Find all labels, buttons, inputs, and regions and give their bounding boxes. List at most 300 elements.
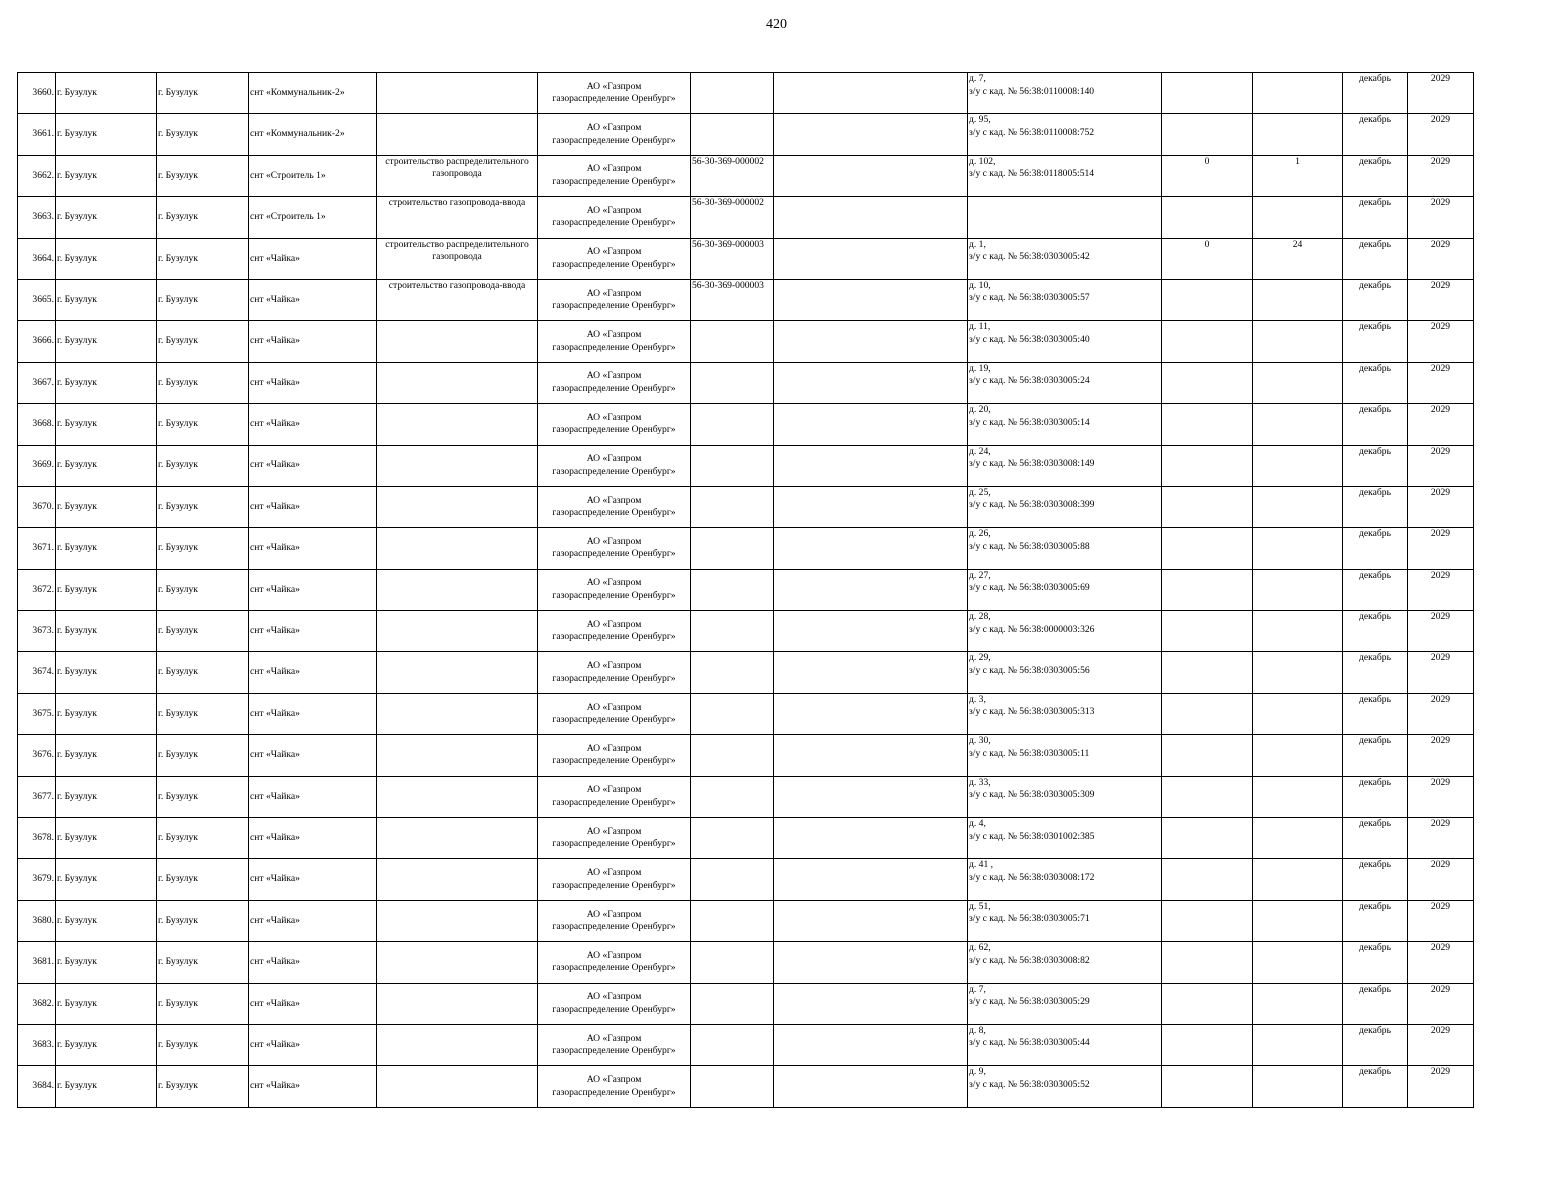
work-type-cell bbox=[377, 73, 538, 114]
value-1-cell bbox=[1162, 611, 1253, 652]
settlement-cell: снт «Чайка» bbox=[249, 652, 377, 693]
organization-line-1: АО «Газпром bbox=[586, 287, 642, 299]
network-code-cell bbox=[691, 652, 774, 693]
locality-cell: г. Бузулук bbox=[157, 321, 249, 362]
value-2-cell bbox=[1253, 279, 1343, 320]
organization-line-1: АО «Газпром bbox=[586, 1074, 642, 1086]
organization-line-2: газораспределение Оренбург» bbox=[552, 962, 676, 974]
settlement-cell: снт «Чайка» bbox=[249, 735, 377, 776]
row-number-cell: 3683. bbox=[18, 1024, 56, 1065]
month-cell: декабрь bbox=[1343, 942, 1408, 983]
value-2-cell bbox=[1253, 735, 1343, 776]
locality-cell: г. Бузулук bbox=[157, 900, 249, 941]
network-code-cell bbox=[691, 569, 774, 610]
table-row bbox=[18, 197, 1474, 238]
row-number-cell: 3660. bbox=[18, 73, 56, 114]
empty-cell bbox=[774, 735, 968, 776]
month-cell: декабрь bbox=[1343, 1024, 1408, 1065]
network-code-cell: 56-30-369-000002 bbox=[691, 197, 774, 238]
cadastral-number: з/у с кад. № 56:38:0110008:752 bbox=[969, 126, 1095, 138]
value-2-cell bbox=[1253, 776, 1343, 817]
house-number: д. 95, bbox=[969, 114, 991, 126]
work-type-cell: строительство распределительного газопровода bbox=[377, 238, 538, 279]
cadastral-number: з/у с кад. № 56:38:0118005:514 bbox=[969, 168, 1095, 180]
address-cell bbox=[968, 818, 1162, 859]
work-type-cell bbox=[377, 1024, 538, 1065]
address-cell bbox=[968, 611, 1162, 652]
value-2-cell bbox=[1253, 321, 1343, 362]
settlement-cell: снт «Коммунальник-2» bbox=[249, 114, 377, 155]
address-cell bbox=[968, 73, 1162, 114]
year-cell: 2029 bbox=[1408, 900, 1474, 941]
network-code-cell bbox=[691, 983, 774, 1024]
district-cell: г. Бузулук bbox=[56, 197, 157, 238]
row-number-cell: 3662. bbox=[18, 155, 56, 196]
network-code-cell bbox=[691, 942, 774, 983]
table-row bbox=[18, 818, 1474, 859]
year-cell: 2029 bbox=[1408, 611, 1474, 652]
value-2-cell bbox=[1253, 1024, 1343, 1065]
cadastral-number: з/у с кад. № 56:38:0303005:52 bbox=[969, 1078, 1090, 1090]
empty-cell bbox=[774, 900, 968, 941]
network-code-cell bbox=[691, 404, 774, 445]
address-cell bbox=[968, 445, 1162, 486]
cadastral-number: з/у с кад. № 56:38:0303008:172 bbox=[969, 871, 1095, 883]
address-cell bbox=[968, 1066, 1162, 1107]
value-1-cell bbox=[1162, 1024, 1253, 1065]
work-type-cell bbox=[377, 321, 538, 362]
table-row bbox=[18, 693, 1474, 734]
network-code-cell bbox=[691, 693, 774, 734]
organization-line-2: газораспределение Оренбург» bbox=[552, 548, 676, 560]
district-cell: г. Бузулук bbox=[56, 404, 157, 445]
value-2-cell bbox=[1253, 404, 1343, 445]
work-type-cell bbox=[377, 900, 538, 941]
empty-cell bbox=[774, 528, 968, 569]
locality-cell: г. Бузулук bbox=[157, 279, 249, 320]
organization-line-2: газораспределение Оренбург» bbox=[552, 382, 676, 394]
month-cell: декабрь bbox=[1343, 735, 1408, 776]
organization-cell bbox=[538, 445, 691, 486]
value-1-cell bbox=[1162, 445, 1253, 486]
value-2-cell bbox=[1253, 569, 1343, 610]
row-number-cell: 3670. bbox=[18, 486, 56, 527]
settlement-cell: снт «Коммунальник-2» bbox=[249, 73, 377, 114]
row-number-cell: 3675. bbox=[18, 693, 56, 734]
organization-line-2: газораспределение Оренбург» bbox=[552, 672, 676, 684]
month-cell: декабрь bbox=[1343, 404, 1408, 445]
organization-line-2: газораспределение Оренбург» bbox=[552, 1086, 676, 1098]
organization-line-2: газораспределение Оренбург» bbox=[552, 507, 676, 519]
locality-cell: г. Бузулук bbox=[157, 362, 249, 403]
organization-line-2: газораспределение Оренбург» bbox=[552, 465, 676, 477]
value-1-cell bbox=[1162, 362, 1253, 403]
row-number-cell: 3668. bbox=[18, 404, 56, 445]
district-cell: г. Бузулук bbox=[56, 735, 157, 776]
value-2-cell bbox=[1253, 486, 1343, 527]
organization-line-2: газораспределение Оренбург» bbox=[552, 879, 676, 891]
row-number-cell: 3681. bbox=[18, 942, 56, 983]
value-2-cell bbox=[1253, 900, 1343, 941]
value-2-cell bbox=[1253, 693, 1343, 734]
locality-cell: г. Бузулук bbox=[157, 1066, 249, 1107]
month-cell: декабрь bbox=[1343, 569, 1408, 610]
settlement-cell: снт «Чайка» bbox=[249, 942, 377, 983]
row-number-cell: 3669. bbox=[18, 445, 56, 486]
empty-cell bbox=[774, 321, 968, 362]
organization-line-1: АО «Газпром bbox=[586, 80, 642, 92]
network-code-cell bbox=[691, 445, 774, 486]
locality-cell: г. Бузулук bbox=[157, 114, 249, 155]
address-cell bbox=[968, 652, 1162, 693]
month-cell: декабрь bbox=[1343, 693, 1408, 734]
house-number: д. 33, bbox=[969, 776, 991, 788]
organization-line-1: АО «Газпром bbox=[586, 867, 642, 879]
district-cell: г. Бузулук bbox=[56, 155, 157, 196]
empty-cell bbox=[774, 404, 968, 445]
locality-cell: г. Бузулук bbox=[157, 155, 249, 196]
empty-cell bbox=[774, 279, 968, 320]
table-row bbox=[18, 155, 1474, 196]
organization-line-1: АО «Газпром bbox=[586, 204, 642, 216]
month-cell: декабрь bbox=[1343, 362, 1408, 403]
organization-cell bbox=[538, 569, 691, 610]
row-number-cell: 3679. bbox=[18, 859, 56, 900]
organization-line-2: газораспределение Оренбург» bbox=[552, 796, 676, 808]
value-2-cell: 1 bbox=[1253, 155, 1343, 196]
settlement-cell: снт «Чайка» bbox=[249, 404, 377, 445]
value-1-cell bbox=[1162, 404, 1253, 445]
organization-cell bbox=[538, 983, 691, 1024]
table-row bbox=[18, 238, 1474, 279]
address-cell bbox=[968, 528, 1162, 569]
network-code-cell bbox=[691, 776, 774, 817]
row-number-cell: 3665. bbox=[18, 279, 56, 320]
address-cell bbox=[968, 983, 1162, 1024]
year-cell: 2029 bbox=[1408, 776, 1474, 817]
value-1-cell bbox=[1162, 569, 1253, 610]
house-number: д. 28, bbox=[969, 611, 991, 623]
cadastral-number: з/у с кад. № 56:38:0303005:29 bbox=[969, 996, 1090, 1008]
settlement-cell: снт «Чайка» bbox=[249, 983, 377, 1024]
value-1-cell: 0 bbox=[1162, 155, 1253, 196]
empty-cell bbox=[774, 155, 968, 196]
value-1-cell bbox=[1162, 73, 1253, 114]
work-type-cell bbox=[377, 445, 538, 486]
district-cell: г. Бузулук bbox=[56, 279, 157, 320]
address-cell bbox=[968, 900, 1162, 941]
organization-cell bbox=[538, 486, 691, 527]
year-cell: 2029 bbox=[1408, 238, 1474, 279]
organization-cell bbox=[538, 321, 691, 362]
value-1-cell bbox=[1162, 197, 1253, 238]
row-number-cell: 3661. bbox=[18, 114, 56, 155]
organization-line-1: АО «Газпром bbox=[586, 825, 642, 837]
locality-cell: г. Бузулук bbox=[157, 776, 249, 817]
district-cell: г. Бузулук bbox=[56, 238, 157, 279]
settlement-cell: снт «Строитель 1» bbox=[249, 197, 377, 238]
value-1-cell bbox=[1162, 818, 1253, 859]
value-2-cell bbox=[1253, 611, 1343, 652]
cadastral-number: з/у с кад. № 56:38:0303008:149 bbox=[969, 458, 1095, 470]
house-number: д. 62, bbox=[969, 942, 991, 954]
organization-line-2: газораспределение Оренбург» bbox=[552, 921, 676, 932]
row-number-cell: 3676. bbox=[18, 735, 56, 776]
settlement-cell: снт «Чайка» bbox=[249, 279, 377, 320]
house-number: д. 26, bbox=[969, 528, 991, 540]
house-number: д. 25, bbox=[969, 486, 991, 498]
table-row bbox=[18, 942, 1474, 983]
organization-line-1: АО «Газпром bbox=[586, 329, 642, 341]
row-number-cell: 3667. bbox=[18, 362, 56, 403]
cadastral-number: з/у с кад. № 56:38:0303005:313 bbox=[969, 706, 1095, 718]
table-row bbox=[18, 652, 1474, 693]
month-cell: декабрь bbox=[1343, 611, 1408, 652]
work-type-cell bbox=[377, 569, 538, 610]
network-code-cell bbox=[691, 114, 774, 155]
cadastral-number: з/у с кад. № 56:38:0303005:11 bbox=[969, 747, 1090, 759]
locality-cell: г. Бузулук bbox=[157, 611, 249, 652]
empty-cell bbox=[774, 362, 968, 403]
organization-line-2: газораспределение Оренбург» bbox=[552, 755, 676, 767]
settlement-cell: снт «Чайка» bbox=[249, 321, 377, 362]
cadastral-number: з/у с кад. № 56:38:0303005:14 bbox=[969, 416, 1090, 428]
organization-line-1: АО «Газпром bbox=[586, 370, 642, 382]
year-cell: 2029 bbox=[1408, 486, 1474, 527]
locality-cell: г. Бузулук bbox=[157, 693, 249, 734]
row-number-cell: 3673. bbox=[18, 611, 56, 652]
organization-line-1: АО «Газпром bbox=[586, 701, 642, 713]
district-cell: г. Бузулук bbox=[56, 652, 157, 693]
table-body bbox=[18, 73, 1474, 1108]
district-cell: г. Бузулук bbox=[56, 362, 157, 403]
table-row bbox=[18, 859, 1474, 900]
network-code-cell bbox=[691, 900, 774, 941]
row-number-cell: 3684. bbox=[18, 1066, 56, 1107]
table-row bbox=[18, 445, 1474, 486]
address-cell bbox=[968, 404, 1162, 445]
settlement-cell: снт «Чайка» bbox=[249, 900, 377, 941]
value-1-cell bbox=[1162, 114, 1253, 155]
year-cell: 2029 bbox=[1408, 197, 1474, 238]
organization-line-2: газораспределение Оренбург» bbox=[552, 424, 676, 436]
row-number-cell: 3678. bbox=[18, 818, 56, 859]
empty-cell bbox=[774, 818, 968, 859]
cadastral-number: з/у с кад. № 56:38:0110008:140 bbox=[969, 85, 1095, 97]
empty-cell bbox=[774, 73, 968, 114]
organization-line-2: газораспределение Оренбург» bbox=[552, 714, 676, 726]
value-1-cell bbox=[1162, 652, 1253, 693]
work-type-cell bbox=[377, 652, 538, 693]
locality-cell: г. Бузулук bbox=[157, 73, 249, 114]
year-cell: 2029 bbox=[1408, 569, 1474, 610]
settlement-cell: снт «Чайка» bbox=[249, 238, 377, 279]
empty-cell bbox=[774, 197, 968, 238]
network-code-cell bbox=[691, 611, 774, 652]
house-number: д. 20, bbox=[969, 404, 991, 416]
address-cell bbox=[968, 114, 1162, 155]
network-code-cell bbox=[691, 818, 774, 859]
network-code-cell bbox=[691, 486, 774, 527]
value-1-cell bbox=[1162, 942, 1253, 983]
empty-cell bbox=[774, 1066, 968, 1107]
value-2-cell bbox=[1253, 362, 1343, 403]
table-row bbox=[18, 114, 1474, 155]
house-number: д. 4, bbox=[969, 818, 986, 830]
empty-cell bbox=[774, 114, 968, 155]
organization-cell bbox=[538, 652, 691, 693]
locality-cell: г. Бузулук bbox=[157, 1024, 249, 1065]
network-code-cell bbox=[691, 735, 774, 776]
district-cell: г. Бузулук bbox=[56, 114, 157, 155]
year-cell: 2029 bbox=[1408, 279, 1474, 320]
organization-line-2: газораспределение Оренбург» bbox=[552, 93, 676, 105]
network-code-cell bbox=[691, 362, 774, 403]
month-cell: декабрь bbox=[1343, 279, 1408, 320]
organization-line-2: газораспределение Оренбург» bbox=[552, 838, 676, 850]
month-cell: декабрь bbox=[1343, 900, 1408, 941]
address-cell bbox=[968, 197, 1162, 238]
organization-cell bbox=[538, 1024, 691, 1065]
organization-cell bbox=[538, 942, 691, 983]
year-cell: 2029 bbox=[1408, 321, 1474, 362]
organization-line-1: АО «Газпром bbox=[586, 1032, 642, 1044]
empty-cell bbox=[774, 569, 968, 610]
table-row bbox=[18, 528, 1474, 569]
district-cell: г. Бузулук bbox=[56, 818, 157, 859]
table-row bbox=[18, 404, 1474, 445]
value-1-cell bbox=[1162, 321, 1253, 362]
organization-line-2: газораспределение Оренбург» bbox=[552, 589, 676, 601]
network-code-cell bbox=[691, 73, 774, 114]
organization-cell bbox=[538, 693, 691, 734]
network-code-cell: 56-30-369-000003 bbox=[691, 238, 774, 279]
table-row bbox=[18, 569, 1474, 610]
year-cell: 2029 bbox=[1408, 693, 1474, 734]
year-cell: 2029 bbox=[1408, 404, 1474, 445]
value-1-cell bbox=[1162, 486, 1253, 527]
district-cell: г. Бузулук bbox=[56, 1024, 157, 1065]
address-cell bbox=[968, 859, 1162, 900]
network-code-cell bbox=[691, 859, 774, 900]
house-number: д. 27, bbox=[969, 569, 991, 581]
cadastral-number: з/у с кад. № 56:38:0303005:57 bbox=[969, 292, 1090, 304]
cadastral-number: з/у с кад. № 56:38:0303005:69 bbox=[969, 582, 1090, 594]
empty-cell bbox=[774, 445, 968, 486]
row-number-cell: 3664. bbox=[18, 238, 56, 279]
empty-cell bbox=[774, 1024, 968, 1065]
year-cell: 2029 bbox=[1408, 445, 1474, 486]
work-type-cell bbox=[377, 611, 538, 652]
year-cell: 2029 bbox=[1408, 528, 1474, 569]
address-cell bbox=[968, 155, 1162, 196]
district-cell: г. Бузулук bbox=[56, 859, 157, 900]
locality-cell: г. Бузулук bbox=[157, 818, 249, 859]
gasification-table bbox=[17, 72, 1474, 1108]
empty-cell bbox=[774, 486, 968, 527]
year-cell: 2029 bbox=[1408, 818, 1474, 859]
house-number: д. 29, bbox=[969, 652, 991, 664]
organization-line-1: АО «Газпром bbox=[586, 660, 642, 672]
year-cell: 2029 bbox=[1408, 942, 1474, 983]
month-cell: декабрь bbox=[1343, 652, 1408, 693]
settlement-cell: снт «Чайка» bbox=[249, 1024, 377, 1065]
work-type-cell bbox=[377, 486, 538, 527]
table-row bbox=[18, 73, 1474, 114]
value-1-cell bbox=[1162, 859, 1253, 900]
year-cell: 2029 bbox=[1408, 735, 1474, 776]
row-number-cell: 3682. bbox=[18, 983, 56, 1024]
locality-cell: г. Бузулук bbox=[157, 445, 249, 486]
district-cell: г. Бузулук bbox=[56, 445, 157, 486]
network-code-cell bbox=[691, 321, 774, 362]
organization-cell bbox=[538, 776, 691, 817]
locality-cell: г. Бузулук bbox=[157, 197, 249, 238]
row-number-cell: 3663. bbox=[18, 197, 56, 238]
settlement-cell: снт «Чайка» bbox=[249, 486, 377, 527]
house-number: д. 1, bbox=[969, 238, 986, 250]
organization-cell bbox=[538, 528, 691, 569]
house-number: д. 7, bbox=[969, 983, 986, 995]
organization-line-1: АО «Газпром bbox=[586, 494, 642, 506]
settlement-cell: снт «Чайка» bbox=[249, 611, 377, 652]
year-cell: 2029 bbox=[1408, 73, 1474, 114]
organization-cell bbox=[538, 238, 691, 279]
empty-cell bbox=[774, 983, 968, 1024]
locality-cell: г. Бузулук bbox=[157, 983, 249, 1024]
district-cell: г. Бузулук bbox=[56, 321, 157, 362]
work-type-cell bbox=[377, 859, 538, 900]
house-number: д. 8, bbox=[969, 1024, 986, 1036]
table-row bbox=[18, 1066, 1474, 1107]
month-cell: декабрь bbox=[1343, 859, 1408, 900]
organization-line-1: АО «Газпром bbox=[586, 246, 642, 258]
settlement-cell: снт «Чайка» bbox=[249, 693, 377, 734]
row-number-cell: 3666. bbox=[18, 321, 56, 362]
work-type-cell bbox=[377, 528, 538, 569]
locality-cell: г. Бузулук bbox=[157, 238, 249, 279]
organization-cell bbox=[538, 279, 691, 320]
organization-line-1: АО «Газпром bbox=[586, 535, 642, 547]
table-row bbox=[18, 900, 1474, 941]
work-type-cell bbox=[377, 776, 538, 817]
year-cell: 2029 bbox=[1408, 155, 1474, 196]
district-cell: г. Бузулук bbox=[56, 486, 157, 527]
organization-cell bbox=[538, 611, 691, 652]
value-2-cell bbox=[1253, 983, 1343, 1024]
district-cell: г. Бузулук bbox=[56, 569, 157, 610]
address-cell bbox=[968, 942, 1162, 983]
month-cell: декабрь bbox=[1343, 776, 1408, 817]
district-cell: г. Бузулук bbox=[56, 942, 157, 983]
address-cell bbox=[968, 238, 1162, 279]
organization-cell bbox=[538, 859, 691, 900]
organization-cell bbox=[538, 818, 691, 859]
value-1-cell bbox=[1162, 776, 1253, 817]
district-cell: г. Бузулук bbox=[56, 693, 157, 734]
organization-cell bbox=[538, 197, 691, 238]
month-cell: декабрь bbox=[1343, 114, 1408, 155]
organization-line-1: АО «Газпром bbox=[586, 742, 642, 754]
settlement-cell: снт «Строитель 1» bbox=[249, 155, 377, 196]
month-cell: декабрь bbox=[1343, 818, 1408, 859]
table-row bbox=[18, 1024, 1474, 1065]
locality-cell: г. Бузулук bbox=[157, 528, 249, 569]
value-1-cell bbox=[1162, 735, 1253, 776]
year-cell: 2029 bbox=[1408, 362, 1474, 403]
cadastral-number: з/у с кад. № 56:38:0303005:44 bbox=[969, 1037, 1090, 1049]
locality-cell: г. Бузулук bbox=[157, 404, 249, 445]
